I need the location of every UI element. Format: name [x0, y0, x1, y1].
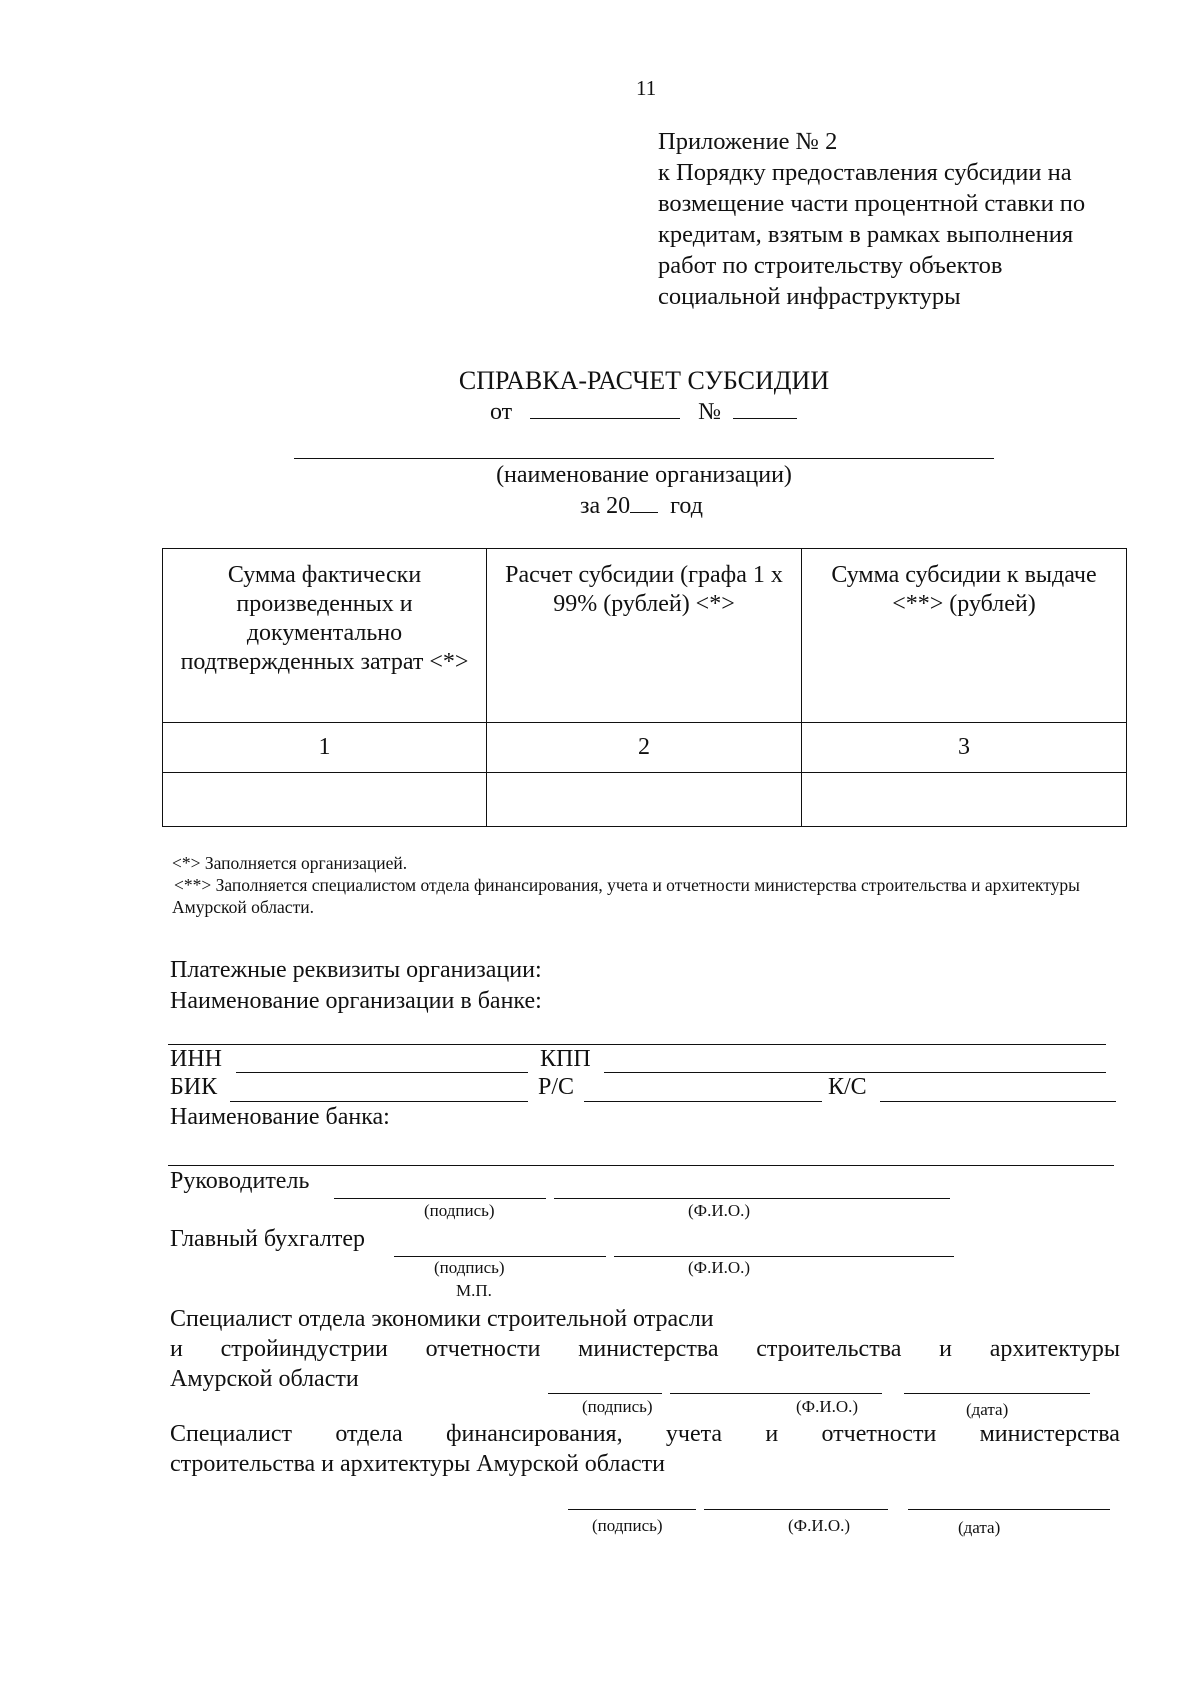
table-number-row: [163, 723, 1127, 773]
table-header-cell: Сумма субсидии к выдаче <**> (рублей): [802, 549, 1127, 723]
year-prefix: за 20: [580, 493, 631, 519]
year-suffix: год: [670, 493, 703, 519]
ks-label: К/С: [828, 1074, 867, 1100]
year-field[interactable]: [630, 494, 658, 513]
appendix-line: социальной инфраструктуры: [658, 283, 961, 310]
rs-field[interactable]: [584, 1101, 822, 1102]
appendix-line: к Порядку предоставления субсидии на: [658, 159, 1072, 186]
page-number: 11: [636, 76, 657, 100]
table-row: [163, 773, 1127, 827]
specialist2-date-field[interactable]: [908, 1509, 1110, 1510]
head-fio-field[interactable]: [554, 1198, 950, 1199]
specialist1-date-field[interactable]: [904, 1393, 1090, 1394]
accountant-signature-field[interactable]: [394, 1256, 606, 1257]
word: отчетности: [425, 1336, 541, 1362]
requisites-heading: Платежные реквизиты организации:: [170, 957, 542, 983]
fio-caption: (Ф.И.О.): [688, 1258, 751, 1277]
signature-caption: (подпись): [592, 1516, 663, 1535]
ks-field[interactable]: [880, 1101, 1116, 1102]
word: и: [170, 1336, 183, 1362]
specialist1-line1: Специалист отдела экономики строительной отрасли: [170, 1306, 714, 1332]
table-cell-payout[interactable]: [802, 773, 1127, 827]
specialist2-fio-field[interactable]: [704, 1509, 888, 1510]
specialist1-signature-field[interactable]: [548, 1393, 662, 1394]
bank-org-name-label: Наименование организации в банке:: [170, 988, 542, 1014]
word: министерства: [979, 1421, 1120, 1447]
table-header-row: [163, 549, 1127, 723]
number-label: №: [698, 399, 722, 425]
signature-caption: (подпись): [424, 1201, 495, 1220]
table-header-cell: Расчет субсидии (графа 1 x 99% (рублей) <*>: [487, 549, 802, 723]
year-line: [580, 493, 703, 520]
inn-field[interactable]: [236, 1072, 528, 1073]
fio-caption: (Ф.И.О.): [688, 1201, 751, 1220]
signature-caption: (подпись): [582, 1397, 653, 1416]
date-caption: (дата): [958, 1518, 1001, 1537]
word: и: [765, 1421, 779, 1447]
fio-caption: (Ф.И.О.): [788, 1516, 851, 1535]
org-name-field[interactable]: [294, 458, 994, 459]
accountant-fio-field[interactable]: [614, 1256, 954, 1257]
word: и: [939, 1336, 952, 1362]
specialist1-line3: Амурской области: [170, 1366, 359, 1392]
requisites-heading-block: [170, 955, 542, 1017]
footnote-2: <**> Заполняется специалистом отдела финансирования, учета и отчетности министерства строительства и архитектуры Амурской области.: [172, 875, 1080, 917]
word: Специалист: [170, 1421, 293, 1447]
head-signature-field[interactable]: [334, 1198, 546, 1199]
date-number-line: [490, 398, 797, 426]
word: стройиндустрии: [220, 1336, 388, 1362]
word: строительства: [756, 1336, 902, 1362]
kpp-field[interactable]: [604, 1072, 1106, 1073]
number-field[interactable]: [733, 398, 797, 419]
specialist2-signature-field[interactable]: [568, 1509, 696, 1510]
bik-label: БИК: [170, 1074, 218, 1100]
appendix-line: Приложение № 2: [658, 128, 838, 155]
word: архитектуры: [989, 1336, 1120, 1362]
word: учета: [665, 1421, 723, 1447]
column-number: 1: [163, 723, 487, 773]
org-name-caption: (наименование организации): [496, 462, 792, 488]
bank-org-name-field[interactable]: [168, 1044, 1106, 1045]
fio-caption: (Ф.И.О.): [796, 1397, 859, 1416]
chief-accountant-label: Главный бухгалтер: [170, 1226, 365, 1252]
specialist2-line2: строительства и архитектуры Амурской области: [170, 1451, 665, 1477]
date-caption: (дата): [966, 1400, 1009, 1419]
specialist2-line1: [170, 1421, 1120, 1448]
word: отдела: [335, 1421, 403, 1447]
date-field[interactable]: [530, 398, 680, 419]
signature-caption: (подпись): [434, 1258, 505, 1277]
inn-label: ИНН: [170, 1046, 222, 1072]
word: отчетности: [821, 1421, 937, 1447]
footnote-1: <*> Заполняется организацией.: [172, 853, 408, 873]
column-number: 2: [487, 723, 802, 773]
appendix-line: работ по строительству объектов: [658, 252, 1003, 279]
bank-name-field[interactable]: [168, 1165, 1114, 1166]
stamp-label: М.П.: [456, 1281, 492, 1300]
appendix-line: кредитам, взятым в рамках выполнения: [658, 221, 1074, 248]
word: министерства: [578, 1336, 719, 1362]
table-header-cell: Сумма фактически произведенных и документально подтвержденных затрат <*>: [163, 549, 487, 723]
footnotes: [172, 852, 1132, 918]
specialist1-fio-field[interactable]: [670, 1393, 882, 1394]
word: финансирования,: [445, 1421, 623, 1447]
rs-label: Р/С: [538, 1074, 575, 1100]
kpp-label: КПП: [540, 1046, 591, 1072]
from-label: от: [490, 399, 513, 425]
column-number: 3: [802, 723, 1127, 773]
head-label: Руководитель: [170, 1168, 310, 1194]
appendix-reference: [658, 126, 1085, 312]
table-cell-calculation[interactable]: [487, 773, 802, 827]
document-title: СПРАВКА-РАСЧЕТ СУБСИДИИ: [458, 366, 830, 395]
bik-field[interactable]: [230, 1101, 528, 1102]
specialist1-line2: [170, 1336, 1120, 1363]
subsidy-table: [162, 548, 1127, 827]
table-cell-costs[interactable]: [163, 773, 487, 827]
appendix-line: возмещение части процентной ставки по: [658, 190, 1086, 217]
bank-name-label: Наименование банка:: [170, 1104, 390, 1130]
